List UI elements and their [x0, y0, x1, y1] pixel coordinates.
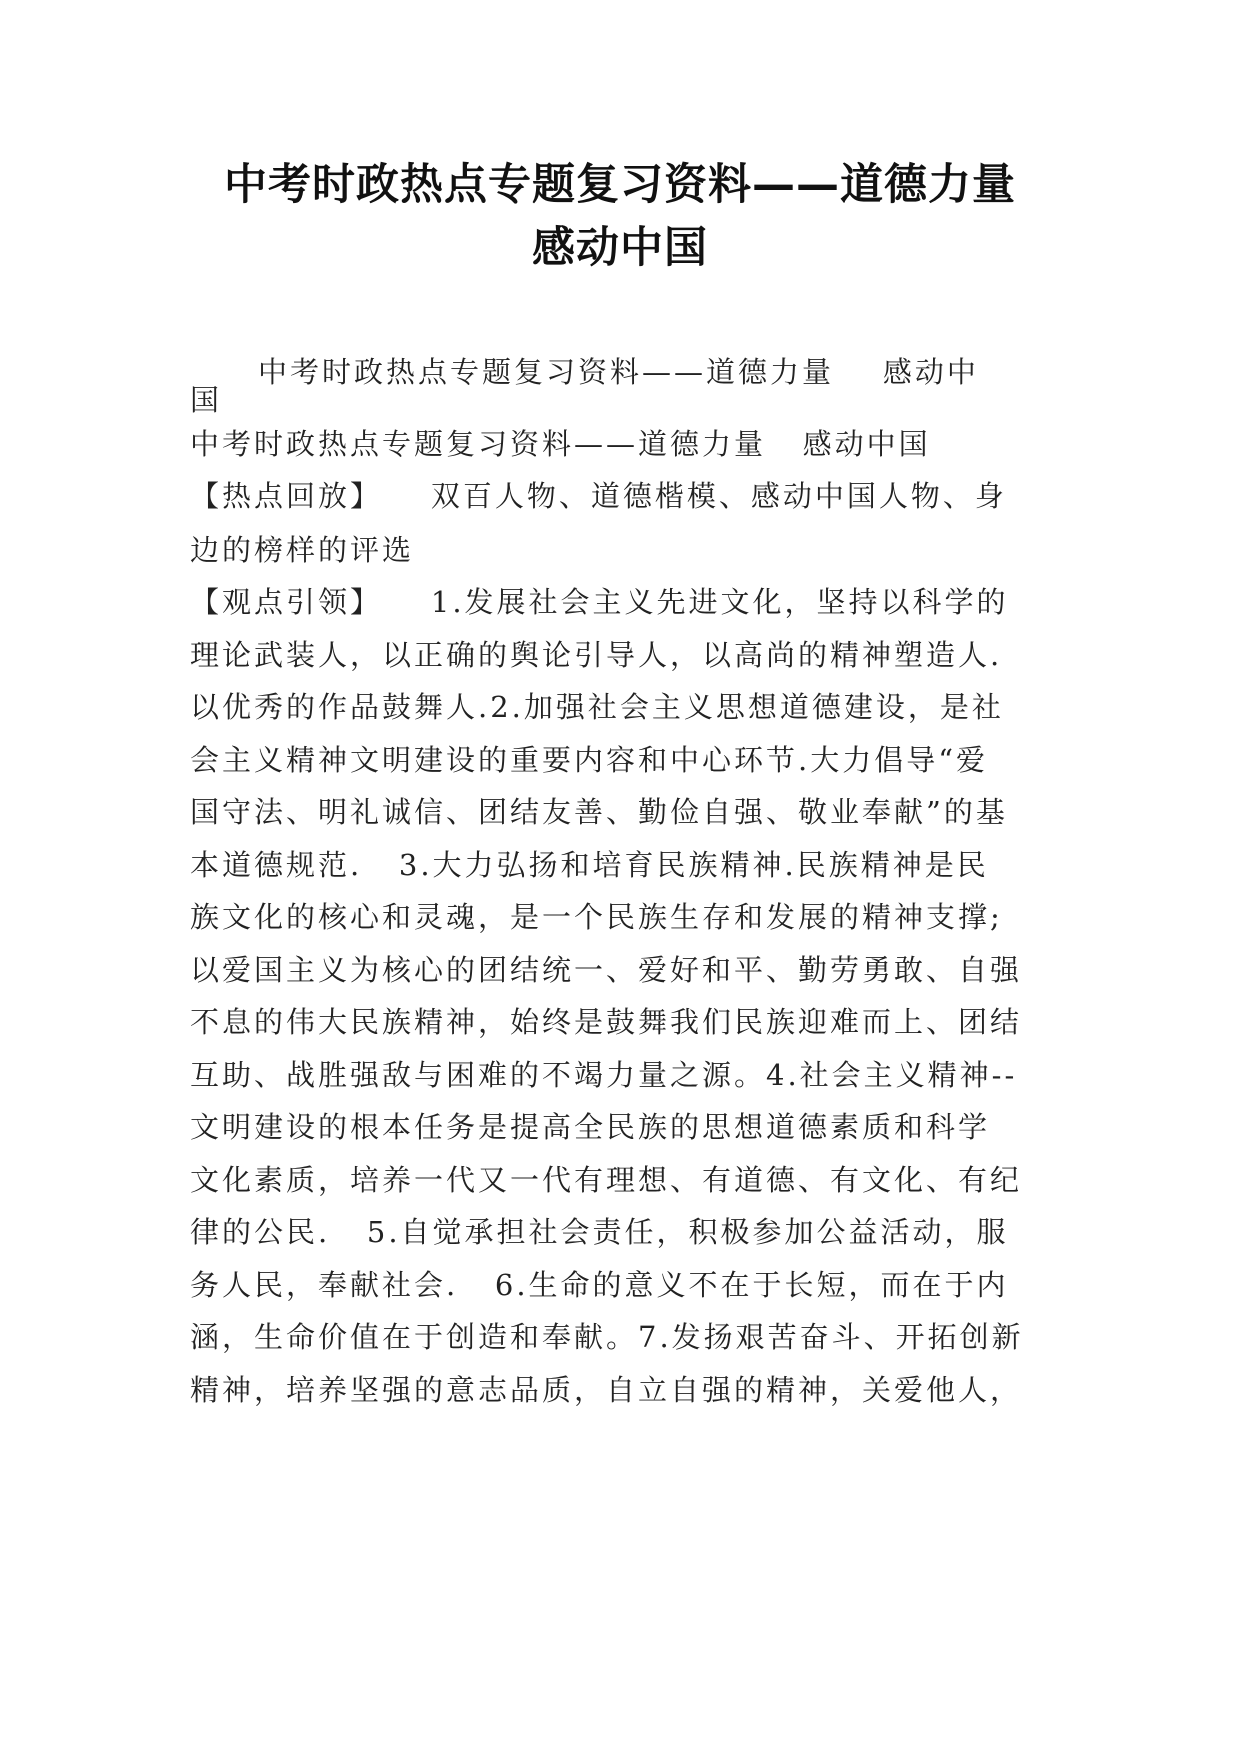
document-title-line-2: 感动中国: [532, 223, 708, 273]
paragraph-line: 本道德规范. 3.大力弘扬和培育民族精神.民族精神是民: [190, 848, 989, 882]
document-title-line-1: 中考时政热点专题复习资料——道德力量: [224, 160, 1016, 210]
paragraph-line: 族文化的核心和灵魂，是一个民族生存和发展的精神支撑;: [190, 900, 1003, 934]
paragraph-line: 中考时政热点专题复习资料——道德力量 感动中国: [190, 427, 931, 461]
paragraph-line: 律的公民. 5.自觉承担社会责任，积极参加公益活动，服: [190, 1215, 1009, 1249]
paragraph-line: 国: [190, 383, 223, 417]
paragraph-line: 国守法、明礼诚信、团结友善、勤俭自强、敬业奉献”的基: [190, 795, 1008, 829]
paragraph-line: 以优秀的作品鼓舞人.2.加强社会主义思想道德建设，是社: [190, 690, 1004, 724]
paragraph-line: 【热点回放】 双百人物、道德楷模、感动中国人物、身: [190, 479, 1007, 513]
paragraph-line: 【观点引领】 1.发展社会主义先进文化，坚持以科学的: [190, 585, 1009, 619]
paragraph-line: 会主义精神文明建设的重要内容和中心环节.大力倡导“爱: [190, 743, 989, 777]
paragraph-line: 精神，培养坚强的意志品质，自立自强的精神，关爱他人，: [190, 1373, 1023, 1407]
paragraph-line: 务人民，奉献社会. 6.生命的意义不在于长短，而在于内: [190, 1268, 1009, 1302]
paragraph-line: 中考时政热点专题复习资料——道德力量 感动中: [258, 355, 979, 389]
paragraph-line: 文明建设的根本任务是提高全民族的思想道德素质和科学: [190, 1110, 991, 1144]
paragraph-line: 以爱国主义为核心的团结统一、爱好和平、勤劳勇敢、自强: [190, 953, 1023, 987]
paragraph-line: 理论武装人，以正确的舆论引导人，以高尚的精神塑造人.: [190, 638, 1003, 672]
paragraph-line: 互助、战胜强敌与困难的不竭力量之源。4.社会主义精神--: [190, 1058, 1018, 1092]
paragraph-line: 不息的伟大民族精神，始终是鼓舞我们民族迎难而上、团结: [190, 1005, 1023, 1039]
paragraph-line: 边的榜样的评选: [190, 533, 415, 567]
paragraph-line: 涵，生命价值在于创造和奉献。7.发扬艰苦奋斗、开拓创新: [190, 1320, 1024, 1354]
paragraph-line: 文化素质，培养一代又一代有理想、有道德、有文化、有纪: [190, 1163, 1023, 1197]
